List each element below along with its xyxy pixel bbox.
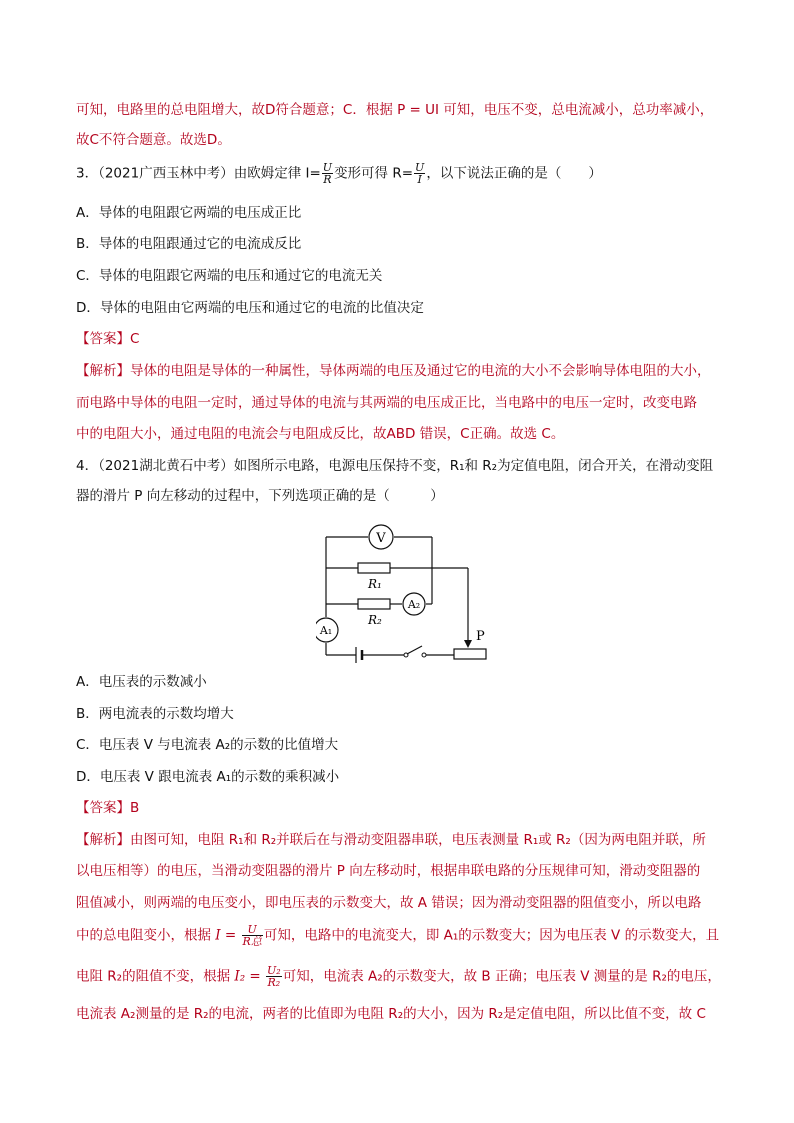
q3-analysis-line-3: 中的电阻大小，通过电阻的电流会与电阻成反比，故ABD 错误，C正确。故选 C。 bbox=[76, 426, 565, 442]
slider-arrow-icon bbox=[464, 640, 472, 648]
ammeter-a2-label: A₂ bbox=[407, 598, 421, 611]
q4-analysis-line-6: 电流表 A₂测量的是 R₂的电流，两者的比值即为电阻 R₂的大小，因为 R₂是定值电阻，所以比值不变，故 C bbox=[76, 1006, 706, 1022]
formula-i-equals-u-over-r-total: $\frac{U}{\text{R总}}$ bbox=[242, 923, 262, 948]
fraction-u-over-i: $\frac{U}{I}$ bbox=[415, 161, 425, 186]
q3-analysis-line-1: 【解析】导体的电阻是导体的一种属性，导体两端的电压及通过它的电流的大小不会影响导体电阻的大小， bbox=[76, 363, 711, 379]
q3-analysis-line-2: 而电路中导体的电阻一定时，通过导体的电流与其两端的电压成正比，当电路中的电压一定时，改变电路 bbox=[76, 395, 697, 411]
q3-answer: 【答案】C bbox=[76, 331, 140, 347]
q4-analysis-line-2: 以电压相等）的电压，当滑动变阻器的滑片 P 向左移动时，根据串联电路的分压规律可知，滑动变阻器的 bbox=[76, 863, 701, 879]
q4-option-a: A．电压表的示数减小 bbox=[76, 674, 207, 690]
q3-option-a: A．导体的电阻跟它两端的电压成正比 bbox=[76, 205, 302, 221]
q4-answer: 【答案】B bbox=[76, 800, 140, 816]
battery-icon bbox=[356, 647, 362, 663]
resistor-r1 bbox=[358, 563, 390, 573]
resistor-r2 bbox=[358, 599, 390, 609]
fraction-u-over-r: $\frac{U}{R}$ bbox=[322, 161, 333, 186]
r2-label: R₂ bbox=[368, 613, 382, 627]
switch-icon bbox=[404, 646, 426, 657]
q3-option-b: B．导体的电阻跟通过它的电流成反比 bbox=[76, 236, 302, 252]
q4-analysis-line-4: 中的总电阻变小，根据 I = $\frac{U}{\text{R总}}$ 可知，电路中的电流变大，即 A₁的示数变大；因为电压表 V 的示数变大，且 bbox=[76, 923, 720, 948]
question-4-stem-line-1: 4．（2021湖北黄石中考）如图所示电路，电源电压保持不变，R₁和 R₂为定值电阻，闭合开关，在滑动变阻 bbox=[76, 458, 714, 474]
q4-option-c: C．电压表 V 与电流表 A₂的示数的比值增大 bbox=[76, 737, 339, 753]
q3-option-d: D．导体的电阻由它两端的电压和通过它的电流的比值决定 bbox=[76, 300, 424, 316]
q4-option-b: B．两电流表的示数均增大 bbox=[76, 706, 234, 722]
q4-option-d: D．电压表 V 跟电流表 A₁的示数的乘积减小 bbox=[76, 769, 340, 785]
q4-analysis-line-3: 阻值减小，则两端的电压变小，即电压表的示数变大，故 A 错误；因为滑动变阻器的阻值变小，所以电路 bbox=[76, 895, 702, 911]
voltmeter-label: V bbox=[376, 531, 386, 546]
q4-analysis-line-1: 【解析】由图可知，电阻 R₁和 R₂并联后在与滑动变阻器串联，电压表测量 R₁或 R₂（因为两电阻并联，所 bbox=[76, 832, 706, 848]
r1-label: R₁ bbox=[368, 577, 382, 591]
question-3-stem: 3．（2021广西玉林中考）由欧姆定律 I= $\frac{U}{R}$ 变形可得 R= $\frac{U}{I}$ ，以下说法正确的是（ ） bbox=[76, 161, 602, 186]
question-4-stem-line-2: 器的滑片 P 向左移动的过程中，下列选项正确的是（ ） bbox=[76, 488, 444, 504]
formula-i2-equals-u2-over-r2: $\frac{\text{U₂}}{\text{R₂}}$ bbox=[267, 964, 281, 989]
slider-label: P bbox=[476, 629, 485, 644]
ammeter-a1-label: A₁ bbox=[319, 624, 333, 637]
q4-analysis-line-5: 电阻 R₂的阻值不变，根据 I₂ = $\frac{\text{U₂}}{\text{R₂}}$ 可知，电流表 A₂的示数变大，故 B 正确；电压表 V 测量的是 R₂的电压， bbox=[76, 964, 721, 989]
circuit-diagram bbox=[316, 520, 496, 665]
prev-analysis-line-1: 可知，电路里的总电阻增大，故D符合题意；C．根据 P = UI 可知，电压不变，总电流减小，总功率减小， bbox=[76, 102, 714, 118]
rheostat bbox=[454, 649, 486, 659]
q3-option-c: C．导体的电阻跟它两端的电压和通过它的电流无关 bbox=[76, 268, 383, 284]
prev-analysis-line-2: 故C不符合题意。故选D。 bbox=[76, 132, 231, 148]
